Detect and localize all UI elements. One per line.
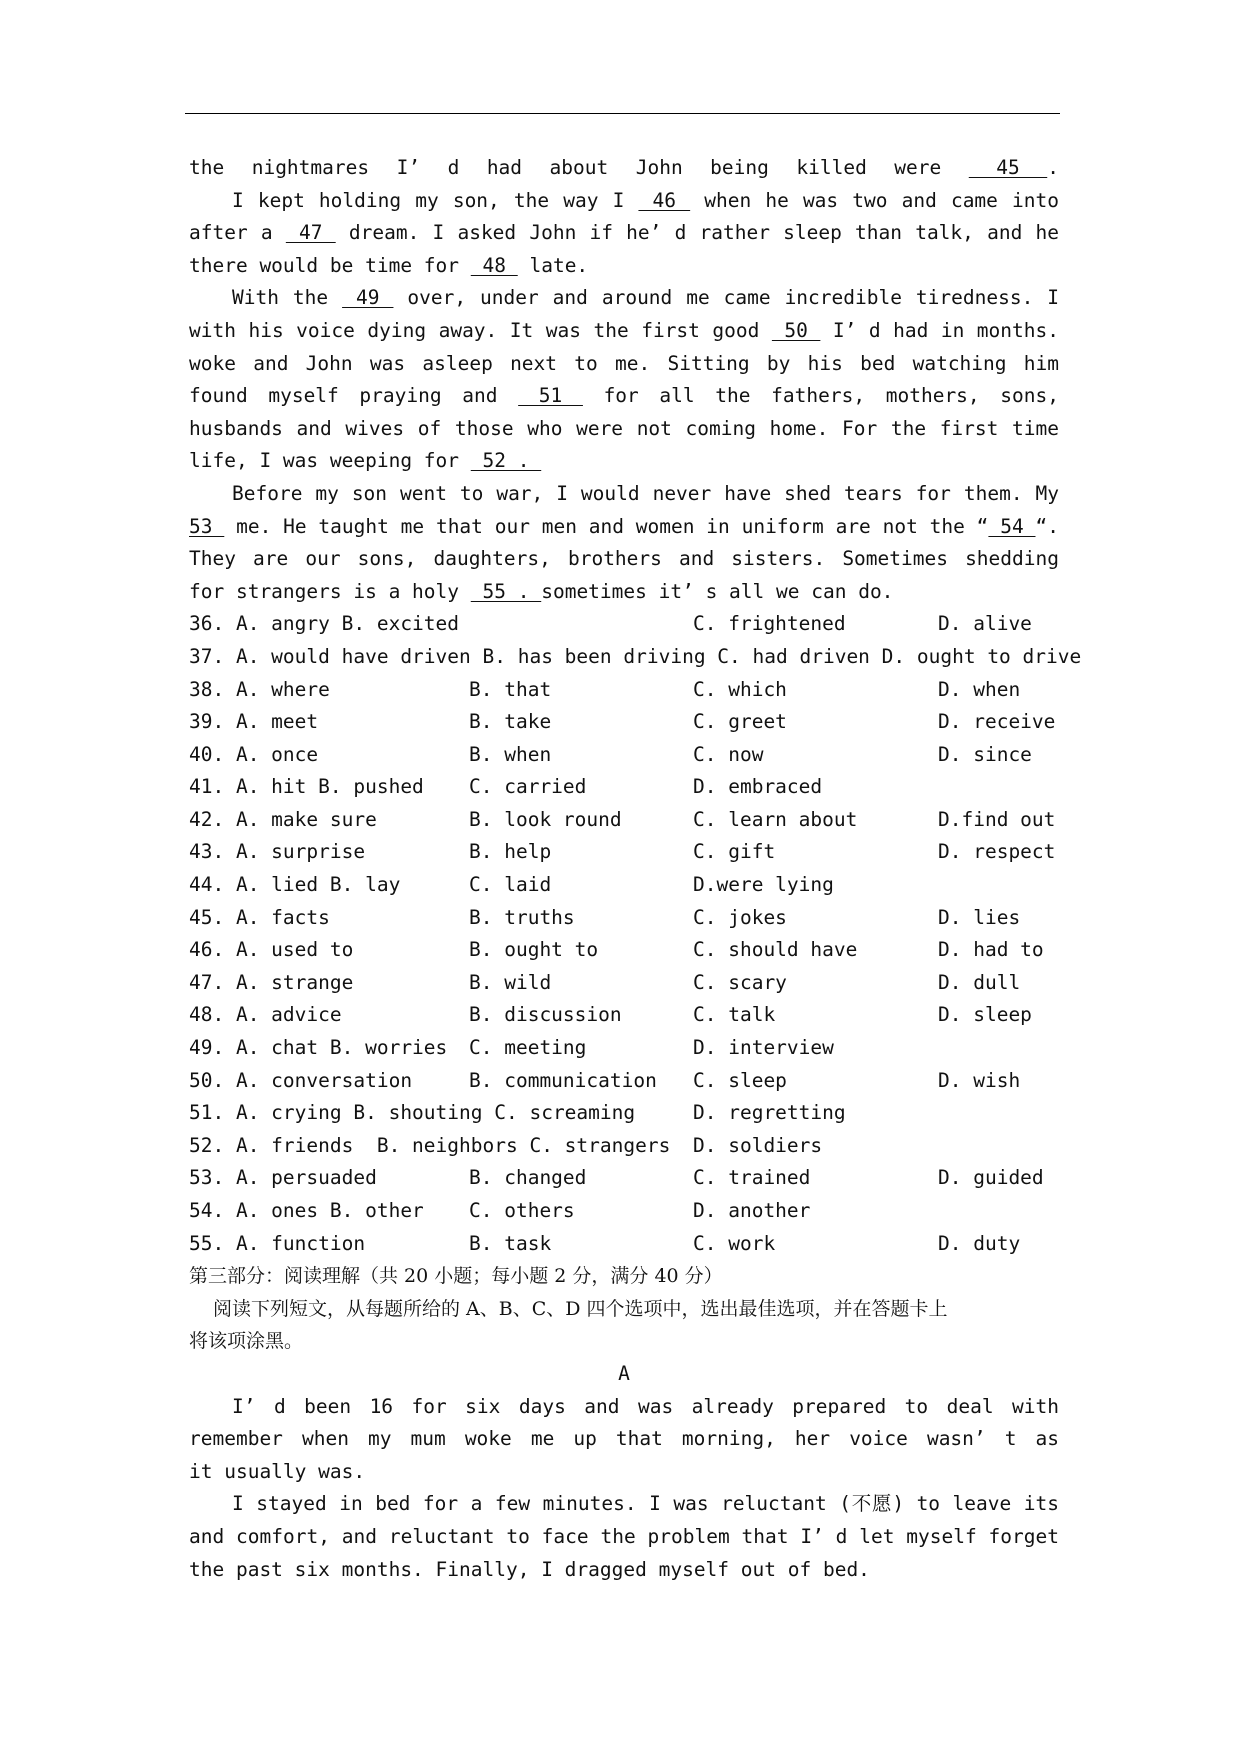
- text-run: me. He taught me that our men and women in uniform are not the “: [224, 514, 989, 538]
- option-a: 52. A. friends B. neighbors C. strangers: [189, 1133, 671, 1157]
- text-run: They are our sons, daughters, brothers and sisters. Sometimes shedding: [189, 547, 1059, 571]
- option-d: D. wish: [938, 1068, 1021, 1092]
- option-d: D.find out: [938, 807, 1056, 831]
- passage-line: [189, 185, 1059, 218]
- passage-line: [189, 543, 1059, 576]
- option-c: C. trained: [693, 1166, 811, 1190]
- option-a: 51. A. crying B. shouting C. screaming: [189, 1101, 636, 1125]
- option-b: B. that: [469, 677, 552, 701]
- passage-line: [189, 348, 1059, 381]
- text-run: over, under and around me came incredible tiredness. I: [407, 286, 1059, 310]
- text-run: I kept holding my son, the way I: [232, 188, 639, 212]
- passage-line: [189, 217, 1059, 250]
- option-c: C. frightened: [693, 612, 846, 636]
- question-row: [189, 967, 1059, 1000]
- text-run: remember when my mum woke me up that morning, her voice wasn’ t as: [189, 1427, 1059, 1451]
- header-rule: [185, 113, 1060, 114]
- passage-line: [189, 576, 1059, 609]
- passage-line: [189, 380, 1059, 413]
- question-row: [189, 674, 1059, 707]
- option-b: C. laid: [469, 873, 552, 897]
- page-content: [189, 152, 1082, 1586]
- part3-instruction-line2: 将该项涂黑。: [189, 1330, 304, 1353]
- passage-line: [189, 152, 1059, 185]
- question-row: [189, 771, 1059, 804]
- passage-a-line: [189, 1456, 1059, 1489]
- option-c: C. which: [693, 677, 787, 701]
- option-c: D. embraced: [693, 775, 823, 799]
- option-c: D. another: [693, 1199, 811, 1222]
- option-a: 39. A. meet: [189, 710, 319, 734]
- option-a: 43. A. surprise: [189, 840, 366, 864]
- option-b: B. wild: [469, 970, 552, 994]
- option-a: 48. A. advice: [189, 1003, 342, 1027]
- section-label-a: A: [618, 1361, 630, 1385]
- reading-passage-a: [189, 1391, 1059, 1587]
- option-d: D. lies: [938, 905, 1021, 929]
- passage-line: [189, 511, 1059, 544]
- option-b: B. when: [469, 742, 552, 766]
- option-d: D. receive: [938, 710, 1056, 734]
- option-a: 45. A. facts: [189, 905, 330, 929]
- option-c: C. work: [693, 1231, 776, 1255]
- text-run: I’ d had in months.: [832, 318, 1059, 342]
- text-run: Before my son went to war, I would never have shed tears for them. My: [232, 481, 1059, 505]
- option-b: C. carried: [469, 775, 587, 799]
- option-c: D.were lying: [693, 873, 834, 897]
- option-b: B. truths: [469, 905, 575, 929]
- text-run: sometimes it’ s all we can do.: [541, 579, 894, 603]
- option-d: D. had to: [938, 938, 1044, 962]
- option-c: C. talk: [693, 1003, 776, 1027]
- option-a: 42. A. make sure: [189, 807, 377, 831]
- question-row: [189, 1065, 1059, 1098]
- blank-number: 45: [968, 156, 1048, 179]
- option-a: 40. A. once: [189, 742, 319, 766]
- question-row: [189, 1130, 1059, 1163]
- text-run: With the: [232, 286, 343, 310]
- option-a: 36. A. angry B. excited: [189, 612, 460, 636]
- text-run: and comfort, and reluctant to face the problem that I’ d let myself forget: [189, 1524, 1059, 1548]
- option-b: B. take: [469, 710, 552, 734]
- blank-number: 54: [988, 514, 1036, 538]
- option-d: D. sleep: [938, 1003, 1032, 1027]
- passage-line: [189, 250, 1059, 283]
- question-row: [189, 869, 1059, 902]
- option-d: D. respect: [938, 840, 1056, 864]
- text-run: when he was two and came into: [704, 188, 1059, 212]
- option-b: B. task: [469, 1231, 552, 1255]
- blank-number: 51: [518, 384, 583, 408]
- text-run: woke and John was asleep next to me. Sitting by his bed watching him: [189, 351, 1059, 375]
- text-run: life, I was weeping for: [189, 449, 471, 473]
- question-row: [189, 836, 1059, 869]
- passage-a-line: [189, 1423, 1059, 1456]
- blank-number: 52 .: [470, 449, 542, 473]
- blank-number: 49: [342, 286, 394, 310]
- option-a: 55. A. function: [189, 1231, 366, 1255]
- text-run: it usually was.: [189, 1459, 366, 1483]
- question-row: [189, 608, 1059, 641]
- passage-line: [189, 315, 1059, 348]
- option-c: C. scary: [693, 970, 787, 994]
- part3-heading: 第三部分：阅读理解（共 20 小题；每小题 2 分，满分 40 分）: [189, 1265, 723, 1288]
- text-run: found myself praying and: [189, 384, 519, 408]
- blank-number: 48: [470, 253, 518, 277]
- text-run: husbands and wives of those who were not coming home. For the first time: [189, 416, 1059, 440]
- text-run: “.: [1035, 514, 1059, 538]
- option-d: D. dull: [938, 970, 1021, 994]
- blank-number: 47: [285, 221, 336, 245]
- question-options: 37. A. would have driven B. has been driving C. had driven D. ought to drive: [189, 644, 1082, 668]
- question-row: [189, 1162, 1059, 1195]
- text-run: I’ d been 16 for six days and was already prepared to deal with: [232, 1394, 1059, 1418]
- option-c: C. should have: [693, 938, 858, 962]
- text-run: the past six months. Finally, I dragged myself out of bed.: [189, 1557, 870, 1581]
- option-c: D. soldiers: [693, 1133, 823, 1157]
- question-row: [189, 641, 1082, 674]
- passage-line: [189, 282, 1059, 315]
- option-c: D. interview: [693, 1036, 834, 1060]
- text-run: .: [1047, 156, 1059, 179]
- question-options-list: [189, 608, 1082, 1260]
- part3-instruction-line1: 阅读下列短文，从每题所给的 A、B、C、D 四个选项中，选出最佳选项，并在答题卡上: [213, 1297, 948, 1320]
- option-b: C. others: [469, 1199, 575, 1222]
- passage-a-line: [189, 1391, 1059, 1424]
- option-a: 41. A. hit B. pushed: [189, 775, 424, 799]
- question-row: [189, 934, 1059, 967]
- option-c: C. gift: [693, 840, 776, 864]
- text-run: after a: [189, 221, 286, 245]
- text-run: there would be time for: [189, 253, 471, 277]
- question-row: [189, 739, 1059, 772]
- option-b: B. help: [469, 840, 552, 864]
- blank-number: 46: [638, 188, 691, 212]
- text-run: I stayed in bed for a few minutes. I was reluctant (不愿) to leave its: [232, 1492, 1059, 1516]
- text-run: the nightmares I’ d had about John being killed were: [189, 156, 969, 179]
- blank-number: 50: [771, 318, 821, 342]
- option-d: D. duty: [938, 1231, 1021, 1255]
- question-row: [189, 1228, 1059, 1261]
- option-b: B. communication: [469, 1068, 657, 1092]
- option-c: C. now: [693, 742, 764, 766]
- text-run: late.: [517, 253, 589, 277]
- text-run: dream. I asked John if he’ d rather sleep than talk, and he: [348, 221, 1059, 245]
- option-d: D. alive: [938, 612, 1032, 636]
- passage-a-line: [189, 1521, 1059, 1554]
- option-a: 44. A. lied B. lay: [189, 873, 401, 897]
- option-a: 38. A. where: [189, 677, 330, 701]
- passage-line: [189, 478, 1059, 511]
- question-row: [189, 1032, 1059, 1065]
- question-row: [189, 999, 1059, 1032]
- question-row: [189, 706, 1059, 739]
- option-a: 47. A. strange: [189, 970, 354, 994]
- blank-number: 53: [189, 514, 225, 538]
- option-b: B. discussion: [469, 1003, 622, 1027]
- option-c: C. learn about: [693, 807, 858, 831]
- question-row: [189, 902, 1059, 935]
- option-c: C. greet: [693, 710, 787, 734]
- option-d: D. when: [938, 677, 1021, 701]
- passage-a-line: [189, 1554, 1059, 1587]
- option-a: 46. A. used to: [189, 938, 354, 962]
- text-run: for strangers is a holy: [189, 579, 471, 603]
- question-row: [189, 1097, 1059, 1130]
- question-row: [189, 1195, 1059, 1228]
- text-run: for all the fathers, mothers, sons,: [603, 384, 1059, 408]
- option-b: B. changed: [469, 1166, 587, 1190]
- option-c: C. jokes: [693, 905, 787, 929]
- option-a: 49. A. chat B. worries: [189, 1036, 448, 1060]
- question-row: [189, 804, 1059, 837]
- blank-number: 55 .: [470, 579, 542, 603]
- option-a: 54. A. ones B. other: [189, 1199, 424, 1222]
- option-a: 53. A. persuaded: [189, 1166, 377, 1190]
- passage-line: [189, 413, 1059, 446]
- cloze-passage: [189, 152, 1059, 608]
- text-run: with his voice dying away. It was the first good: [189, 318, 772, 342]
- option-b: B. look round: [469, 807, 622, 831]
- option-b: C. meeting: [469, 1036, 587, 1060]
- passage-line: [189, 445, 1059, 478]
- option-c: D. regretting: [693, 1101, 846, 1125]
- option-d: D. since: [938, 742, 1032, 766]
- option-b: B. ought to: [469, 938, 599, 962]
- passage-a-line: [189, 1488, 1059, 1521]
- option-a: 50. A. conversation: [189, 1068, 413, 1092]
- option-d: D. guided: [938, 1166, 1044, 1190]
- option-c: C. sleep: [693, 1068, 787, 1092]
